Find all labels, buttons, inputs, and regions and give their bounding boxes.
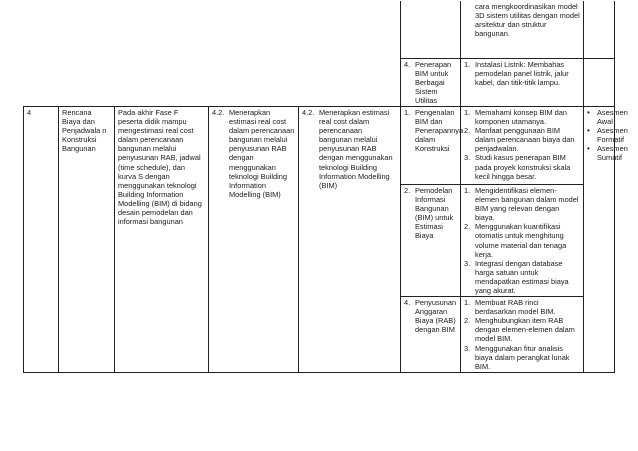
activity-text: Manfaat penggunaan BIM dalam perencanaan biaya dan penjadwalan.	[475, 126, 575, 154]
list-item	[587, 126, 628, 145]
learning-outcome-text: Pada akhir Fase F peserta didik mampu mengestimasi real cost dalam perencanaan bangunan melalui penyusunan RAB, jadwal (time schedule), dan kurva S dengan menggunakan teknologi Building Information Modelling (BIM) di bidang desain pemodelan dan informasi bangunan	[115, 106, 209, 372]
activity-number: 1.	[464, 59, 471, 69]
list-item	[464, 259, 580, 295]
continuation-row	[24, 1, 615, 58]
activity-text: Mengidentifikasi elemen-elemen bangunan dalam model BIM yang relevan dengan biaya.	[475, 185, 579, 223]
bullet-icon: •	[587, 107, 590, 117]
material-title: Penyusunan Anggaran Biaya (RAB) dengan BIM	[415, 298, 457, 335]
activity-text: Menggunakan fitur analisis biaya dalam perangkat lunak BIM.	[475, 343, 570, 371]
bullet-icon: •	[587, 126, 590, 136]
learning-objective-cell	[209, 106, 299, 372]
objective-flow-cell	[299, 106, 401, 372]
list-item	[464, 316, 580, 343]
material-number: 4.	[404, 59, 411, 69]
assessment-cell-utilities	[584, 58, 615, 106]
list-item	[587, 107, 628, 127]
list-item	[464, 222, 580, 258]
activity-text: Membuat RAB rinci berdasarkan model BIM.	[475, 298, 556, 317]
list-item	[464, 126, 580, 153]
utilities-row	[24, 58, 615, 106]
assessment-cell-prev	[584, 1, 615, 58]
element-number: 4	[24, 106, 59, 372]
list-item	[587, 144, 628, 163]
activity-text: Instalasi Listrik: Membahas pemodelan panel listrik, jalur kabel, dan titik-titik lampu.	[475, 59, 569, 87]
activity-text: Integrasi dengan database harga satuan untuk mendapatkan estimasi biaya yang akurat.	[475, 258, 569, 295]
element-4-row	[24, 106, 615, 184]
assessment-item: Asesmen Formatif	[597, 126, 628, 145]
activity-number: 3.	[464, 343, 471, 353]
learning-objectives-table	[23, 1, 628, 373]
list-item	[464, 186, 580, 222]
objective-text: Menerapkan estimasi real cost dalam perencanaan bangunan melalui penyusunan RAB dengan menggunakan teknologi Building Information Modelling (BIM)	[229, 107, 295, 199]
list-item	[464, 108, 580, 126]
material-number: 4.	[404, 298, 411, 308]
activity-cell-utilities	[461, 58, 584, 106]
assessment-item: Asesmen Awal	[597, 107, 628, 127]
objective-number: 4.2.	[212, 107, 225, 117]
material-cell-1	[401, 106, 464, 184]
material-number: 2.	[404, 185, 411, 195]
assessment-cell	[584, 106, 628, 372]
material-number: 1.	[404, 107, 411, 117]
activity-number: 2.	[464, 126, 471, 136]
material-title: Pengenalan BIM dan Penerapannya dalam Konstruksi	[415, 107, 464, 154]
flow-text: Menerapkan estimasi real cost dalam perencanaan bangunan melalui penyusunan RAB dengan menggunakan teknologi Building Information Modelling (BIM)	[319, 107, 393, 190]
material-title: Pemodelan Informasi Bangunan (BIM) untuk Estimasi Biaya	[415, 185, 454, 241]
activity-number: 1.	[464, 107, 471, 117]
activity-continuation-text: cara mengkoordinasikan model 3D sistem utilitas dengan model arsitektur dan struktur bangunan.	[475, 2, 580, 39]
bullet-icon: •	[587, 144, 590, 154]
list-item	[464, 298, 580, 316]
activity-cell-1	[461, 106, 584, 184]
list-item	[464, 60, 580, 87]
material-cell-2	[401, 184, 461, 296]
material-cell-utilities	[401, 58, 461, 106]
activity-text: Memahami konsep BIM dan komponen utamanya.	[475, 107, 568, 127]
element-title: Rencana Biaya dan Penjadwala n Konstruksi Bangunan	[59, 106, 115, 372]
activity-number: 1.	[464, 298, 471, 308]
list-item	[464, 153, 580, 180]
activity-cell-4	[461, 297, 584, 373]
activity-number: 2.	[464, 316, 471, 326]
material-cell-4	[401, 297, 461, 373]
material-cell-prev	[401, 1, 461, 58]
activity-number: 2.	[464, 222, 471, 232]
assessment-item: Asesmen Sumatif	[597, 144, 628, 163]
activity-text: Menghubungkan item RAB dengan elemen-elemen dalam model BIM.	[475, 316, 575, 344]
activity-cell-2	[461, 184, 584, 296]
list-item	[464, 344, 580, 371]
activity-number: 1.	[464, 185, 471, 195]
activity-number: 3.	[464, 153, 471, 163]
activity-text: Menggunakan kuantifikasi otomatis untuk menghitung volume material dan tenaga kerja.	[475, 222, 567, 259]
flow-number: 4.2.	[302, 107, 315, 117]
material-title: Penerapan BIM untuk Berbagai Sistem Utilitas	[415, 59, 452, 105]
activity-cell-prev	[461, 1, 584, 58]
activity-text: Studi kasus penerapan BIM pada proyek konstruksi skala kecil hingga besar.	[475, 153, 571, 181]
activity-number: 3.	[464, 258, 471, 268]
